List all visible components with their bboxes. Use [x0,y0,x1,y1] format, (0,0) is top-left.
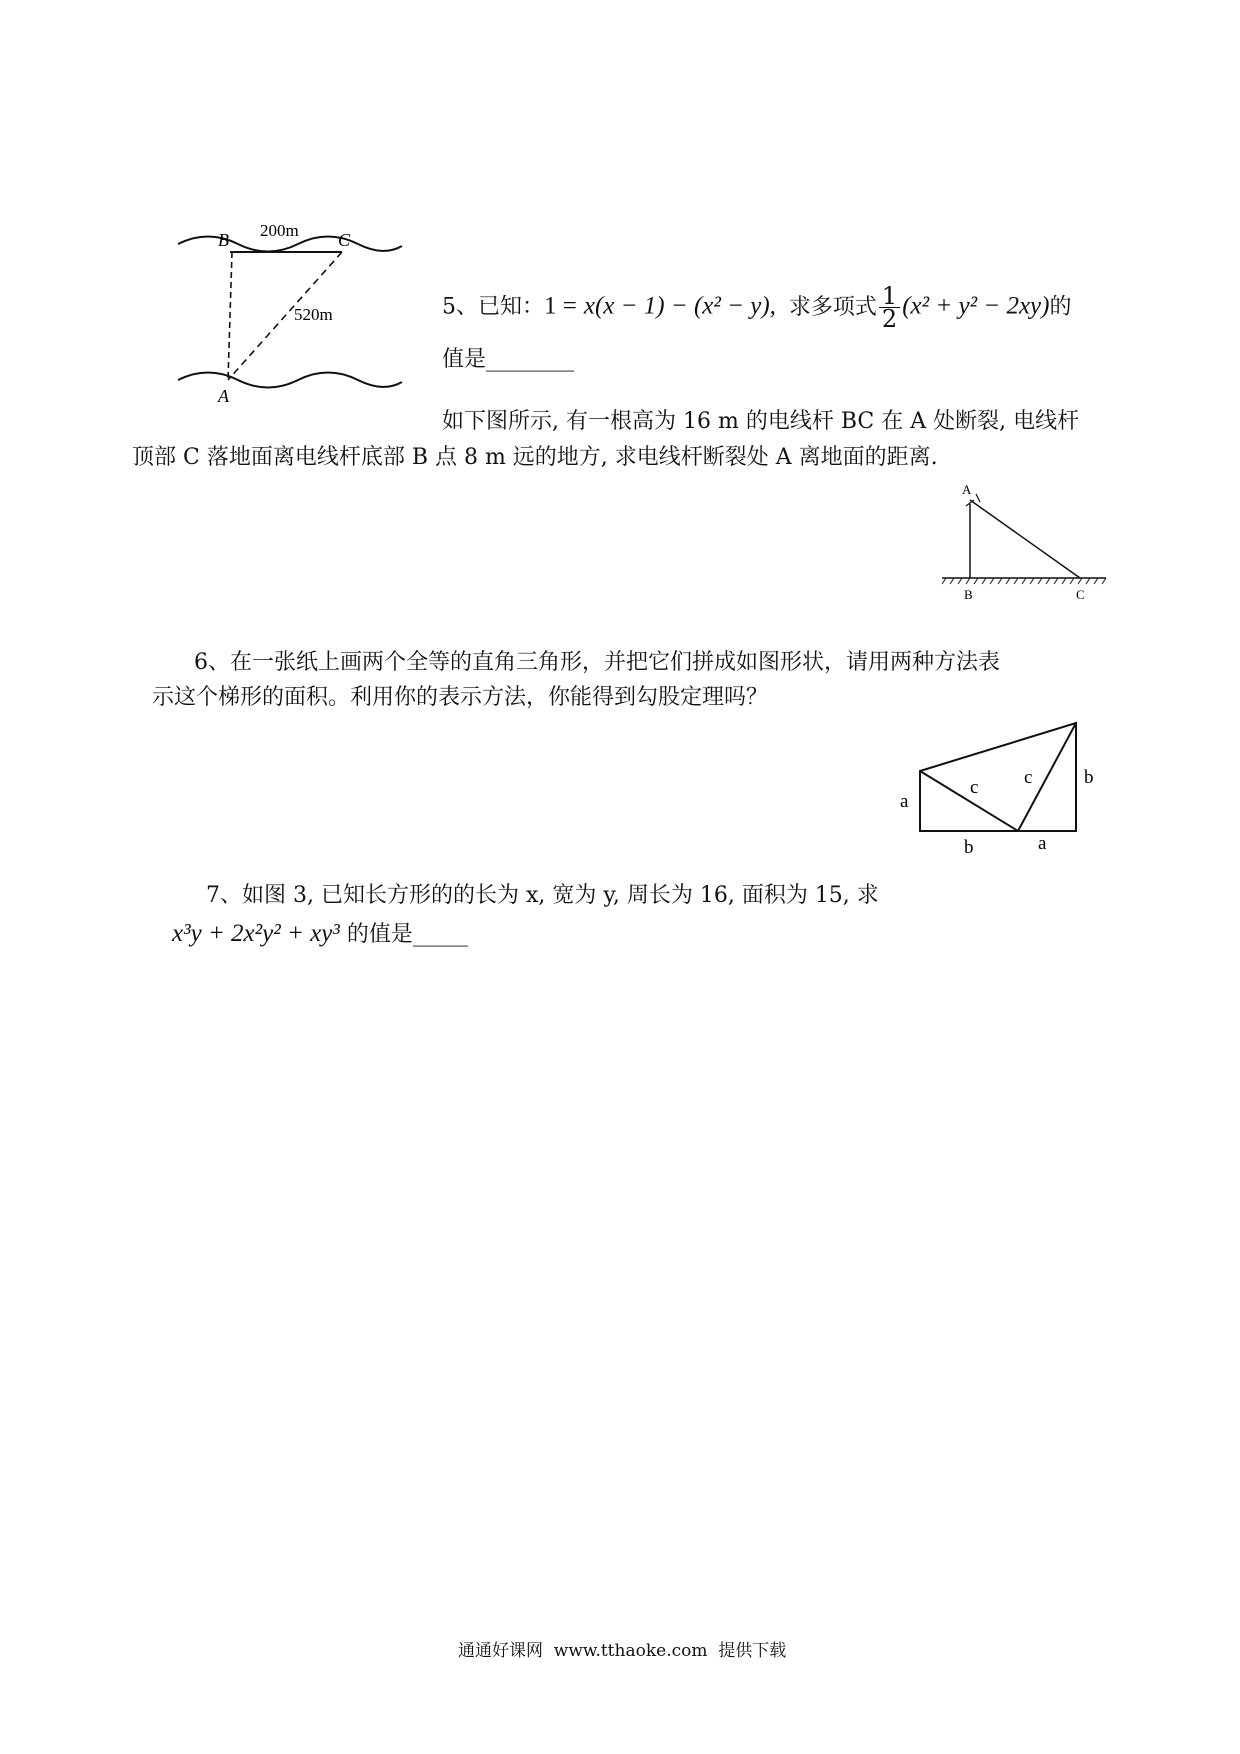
label-a-left: a [900,791,909,812]
label-200m: 200m [260,221,299,240]
river-bottom-bank [178,373,402,388]
q5-prefix: 5、已知： [442,294,544,320]
q5-suffix: 的 [1049,294,1072,320]
q5-frac-den: 2 [881,305,898,333]
label-c-1: c [970,777,979,798]
pole-problem-line1: 如下图所示, 有一根高为 16 m 的电线杆 BC 在 A 处断裂, 电线杆 [442,409,1080,434]
q5-eq-left: 1 = [544,292,577,320]
q5-fraction [879,282,900,333]
ground-hatching [942,578,1106,584]
pole-figure [930,480,1110,605]
q6-line2: 示这个梯形的面积。利用你的表示方法，你能得到勾股定理吗？ [152,685,769,710]
footer-text: 通通好课网 www.tthaoke.com 提供下载 [458,1641,787,1661]
q7-suffix: 的值是_____ [346,922,468,947]
q5-eq-expr: x(x − 1) − (x² − y), [583,292,776,320]
segment-ab-dashed [228,252,232,380]
q5-frac-num: 1 [879,285,900,308]
q7-line1: 7、如图 3, 已知长方形的的长为 x, 宽为 y, 周长为 16, 面积为 15, 求 [206,883,879,908]
trapezoid-figure [888,705,1118,865]
q5-line1 [442,282,1072,333]
label-b-right: b [1084,767,1094,788]
label-a-bottom: a [1038,833,1047,854]
triangle-hypotenuse-1 [920,771,1018,831]
pole-problem-line2: 顶部 C 落地面离电线杆底部 B 点 8 m 远的地方, 求电线杆断裂处 A 离地面的距离. [132,445,938,470]
pole-broken-part [970,500,1080,578]
label-c: C [338,230,351,250]
q5-mid: 求多项式 [788,294,877,320]
label-520m: 520m [294,305,333,324]
label-b-bottom: b [964,837,974,858]
trapezoid-outline [920,723,1076,831]
river-figure [170,220,410,410]
q6-line1: 6、在一张纸上画两个全等的直角三角形，并把它们拼成如图形状，请用两种方法表 [194,650,1000,675]
label-c-2: c [1024,767,1033,788]
q7-expr: x³y + 2x²y² + xy³ [172,920,340,947]
q5-line2: 值是________ [442,347,575,372]
label-b: B [218,230,229,250]
pole-label-b: B [964,587,973,602]
pole-label-c: C [1076,587,1085,602]
q7-line2 [172,916,468,953]
label-a: A [218,386,229,406]
pole-label-a: A [962,482,972,497]
q5-poly: (x² + y² − 2xy) [902,292,1050,320]
